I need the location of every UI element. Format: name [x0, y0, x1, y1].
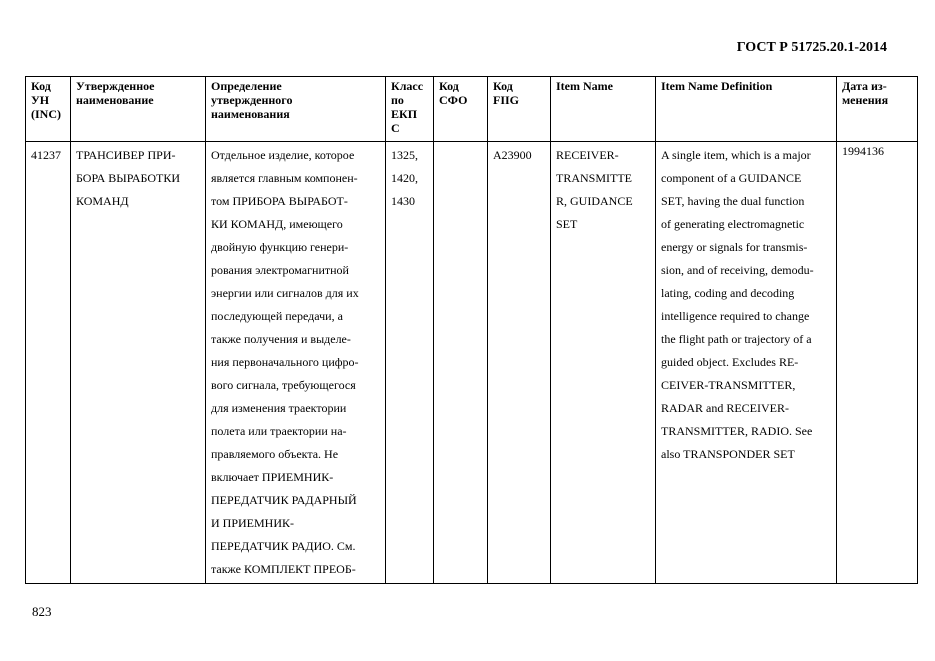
cell-text-line: вого сигнала, требующегося: [211, 378, 356, 392]
cell-text-line: КИ КОМАНД, имеющего: [211, 217, 343, 231]
cell-definition: [206, 142, 386, 584]
cell-text-line: КОМАНД: [76, 194, 129, 208]
cell-text-line: ЕКП: [391, 107, 418, 121]
cell-text-line: of generating electromagnetic: [661, 217, 805, 231]
cell-text-line: энергии или сигналов для их: [211, 286, 359, 300]
cell-text-line: И ПРИЕМНИК-: [211, 516, 295, 530]
document-standard-number: ГОСТ Р 51725.20.1-2014: [736, 40, 887, 55]
column-header-inc: [26, 77, 71, 142]
cell-text-line: energy or signals for transmis-: [661, 240, 808, 254]
column-header-fiig: [488, 77, 551, 142]
cell-text-line: 1430: [391, 194, 415, 208]
cell-text-line: A23900: [493, 148, 532, 162]
cell-text-line: БОРА ВЫРАБОТКИ: [76, 171, 181, 185]
cell-text-line: Определение: [211, 79, 282, 93]
cell-item-definition: [656, 142, 837, 584]
cell-fiig: [488, 142, 551, 584]
cell-text-line: Отдельное изделие, которое: [211, 148, 355, 162]
cell-text-line: включает ПРИЕМНИК-: [211, 470, 334, 484]
cell-text-line: RADAR and RECEIVER-: [661, 401, 789, 415]
cell-text-line: утвержденного: [211, 93, 293, 107]
cell-text-line: 1994136: [842, 144, 884, 158]
cell-text-line: Код: [439, 79, 459, 93]
column-header-definition: [206, 77, 386, 142]
cell-text-line: является главным компонен-: [211, 171, 358, 185]
cell-text-line: правляемого объекта. Не: [211, 447, 339, 461]
cell-text-line: R, GUIDANCE: [556, 194, 633, 208]
column-header-item-definition: [656, 77, 837, 142]
cell-text-line: the flight path or trajectory of a: [661, 332, 812, 346]
cell-text-line: ния первоначального цифро-: [211, 355, 359, 369]
cell-text-line: ТРАНСИВЕР ПРИ-: [76, 148, 176, 162]
column-header-approved-name: [71, 77, 206, 142]
cell-text-line: A single item, which is a major: [661, 148, 811, 162]
cell-text-line: FIIG: [493, 93, 520, 107]
cell-text-line: менения: [842, 93, 889, 107]
item-name-table: [25, 76, 918, 584]
column-header-sfo: [434, 77, 488, 142]
cell-text-line: SET: [556, 217, 578, 231]
cell-sfo: [434, 142, 488, 584]
cell-text-line: Класс: [391, 79, 424, 93]
table-row: [26, 142, 918, 584]
cell-approved-name: [71, 142, 206, 584]
cell-text-line: также получения и выделе-: [211, 332, 351, 346]
cell-text-line: Код: [493, 79, 513, 93]
cell-text-line: УН: [31, 93, 50, 107]
cell-text-line: (INC): [31, 107, 61, 121]
cell-text-line: также КОМПЛЕКТ ПРЕОБ-: [211, 562, 356, 576]
cell-text-line: ПЕРЕДАТЧИК РАДАРНЫЙ: [211, 493, 357, 507]
cell-text-line: TRANSMITTER, RADIO. See: [661, 424, 813, 438]
cell-text-line: Item Name: [556, 79, 613, 93]
cell-text-line: lating, coding and decoding: [661, 286, 795, 300]
cell-text-line: also TRANSPONDER SET: [661, 447, 795, 461]
cell-text-line: Дата из-: [842, 79, 887, 93]
cell-text-line: 41237: [31, 148, 61, 162]
page-number: 823: [32, 604, 52, 619]
cell-item-name: [551, 142, 656, 584]
column-header-class: [386, 77, 434, 142]
cell-text-line: component of a GUIDANCE: [661, 171, 802, 185]
table-header-row: [26, 77, 918, 142]
cell-text-line: Утвержденное: [76, 79, 155, 93]
cell-text-line: Код: [31, 79, 51, 93]
cell-text-line: для изменения траектории: [211, 401, 347, 415]
cell-text-line: том ПРИБОРА ВЫРАБОТ-: [211, 194, 348, 208]
cell-text-line: по: [391, 93, 404, 107]
cell-class: [386, 142, 434, 584]
cell-text-line: guided object. Excludes RE-: [661, 355, 799, 369]
cell-text-line: Item Name Definition: [661, 79, 773, 93]
column-header-change-date: [837, 77, 918, 142]
cell-text-line: последующей передачи, а: [211, 309, 343, 323]
cell-text-line: двойную функцию генери-: [211, 240, 349, 254]
cell-text-line: рования электромагнитной: [211, 263, 349, 277]
cell-inc: [26, 142, 71, 584]
cell-change-date: [837, 142, 918, 584]
cell-text-line: intelligence required to change: [661, 309, 810, 323]
cell-text-line: СФО: [439, 93, 468, 107]
cell-text-line: ПЕРЕДАТЧИК РАДИО. См.: [211, 539, 356, 553]
cell-text-line: sion, and of receiving, demodu-: [661, 263, 814, 277]
cell-text-line: 1420,: [391, 171, 418, 185]
cell-text-line: наименование: [76, 93, 154, 107]
cell-text-line: С: [391, 121, 400, 135]
column-header-item-name: [551, 77, 656, 142]
cell-text-line: наименования: [211, 107, 290, 121]
cell-text-line: TRANSMITTE: [556, 171, 632, 185]
cell-text-line: полета или траектории на-: [211, 424, 347, 438]
cell-text-line: 1325,: [391, 148, 418, 162]
cell-text-line: CEIVER-TRANSMITTER,: [661, 378, 796, 392]
cell-text-line: RECEIVER-: [556, 148, 619, 162]
cell-text-line: SET, having the dual function: [661, 194, 805, 208]
